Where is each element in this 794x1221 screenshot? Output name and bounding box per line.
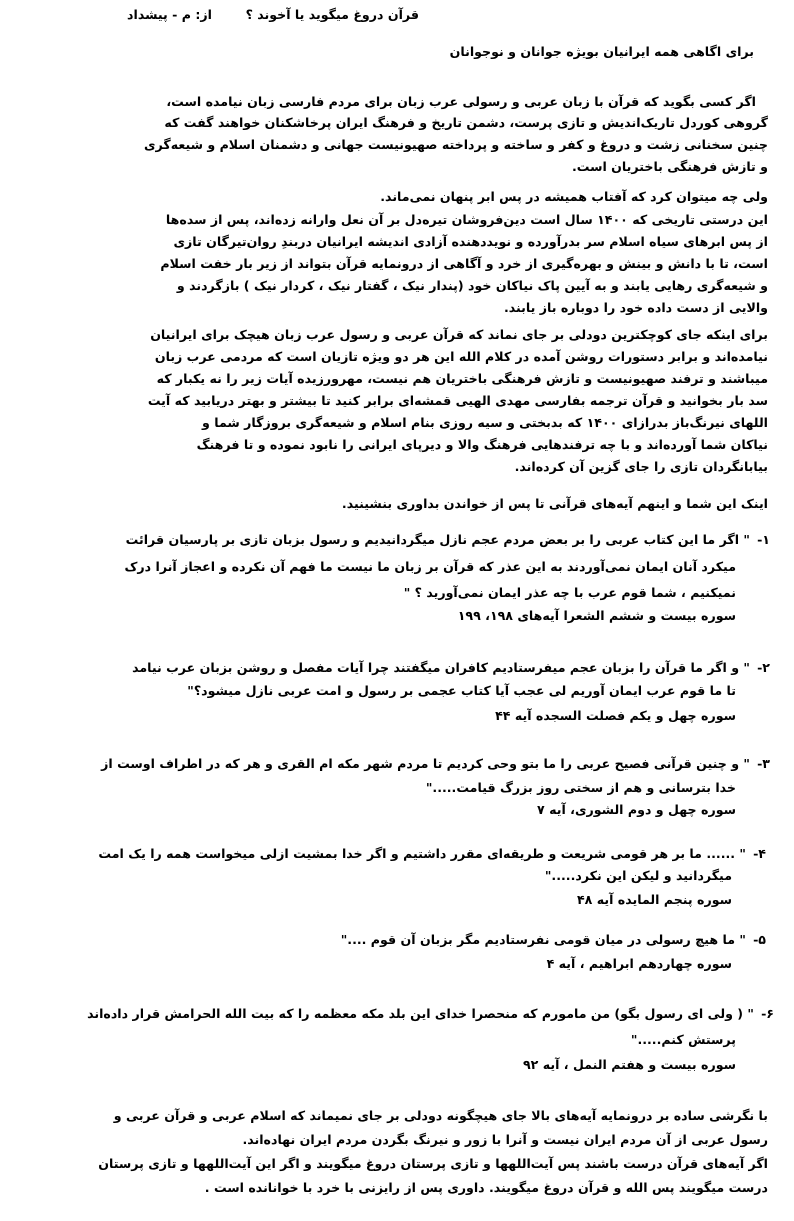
- verse-line: میگردانید و لیکن این نکرد.....": [544, 868, 732, 883]
- body-line: سد بار بخوانید و قرآن ترجمه بفارسی مهدی الهیی قمشه‌ای برابر کنید تا بیشتر و بهتر دریابید که آیت: [147, 393, 768, 408]
- body-line: از پس ابرهای سیاه اسلام سر بدرآورده و نویددهنده آزادی اندیشه ایرانیان دربندِ روان‌تیرگان تازی: [173, 234, 768, 249]
- verse-number: -۱: [757, 532, 770, 547]
- verse-number: -۶: [761, 1006, 774, 1021]
- body-line: چنین سخنانی زشت و دروغ و کفر و ساخته و پرداخته صهیونیست جهانی و دشمنان اسلام و شیعه‌گری: [144, 137, 768, 152]
- verse-number: -۵: [753, 932, 766, 947]
- conclusion-line: رسول عربی از آن مردم ایران نیست و آنرا با زور و نیرنگ بگردن مردم ایران نهاده‌اند.: [242, 1132, 768, 1147]
- body-line: بیابانگردان تازی را جای گزین آن کرده‌اند.: [514, 459, 768, 474]
- conclusion-line: اگر آیه‌های قرآن درست باشند پس آیت‌اللهها و تازی پرستان دروغ میگویند و اگر این آیت‌اللهها و تازی پرستان: [98, 1156, 768, 1171]
- body-line: نیامده‌اند و برابر دستورات روشن آمده در کلام الله این هر دو ویژه تازیان است که مردمی عرب زبان: [154, 349, 768, 364]
- verse-source: سوره چهل و دوم الشوری، آیه ۷: [537, 802, 736, 817]
- body-line: میباشند و ترفند صهیونیست و تازش فرهنگی باختریان هم نیست، مهرورزیده آیات زیر را نه یکبار که: [156, 371, 768, 386]
- verse-number: -۴: [753, 846, 766, 861]
- verse-line: " ...... ما بر هر قومی شریعت و طریقه‌ای مقرر داشتیم و اگر خدا بمشیت ازلی میخواست همه را یک امت: [98, 846, 746, 861]
- body-line: برای اینکه جای کوچکترین دودلی بر جای نماند که قرآن عربی و رسول عرب زبان هیچک برای ایرانیان: [150, 327, 768, 342]
- verse-line: نمیکنیم ، شما قوم عرب با چه عذر ایمان نمی‌آورید ؟ ": [403, 585, 736, 600]
- verse-line: " و چنین قرآنی فصیح عربی را ما بتو وحی کردیم تا مردم شهر مکه ام القری و هر که در اطراف اوست از: [101, 756, 750, 771]
- page-title: قرآن دروغ میگوید یا آخوند ؟: [245, 7, 419, 22]
- intro-line: برای اگاهی همه ایرانیان بویژه جوانان و نوجوانان: [449, 44, 754, 59]
- verse-source: سوره بیست و ششم الشعرا آیه‌های ۱۹۸، ۱۹۹: [457, 608, 736, 623]
- verse-line: تا ما قوم عرب ایمان آوریم لی عجب آیا کتاب عجمی بر رسول و امت عربی نازل میشود؟": [187, 683, 736, 698]
- body-line: ولی چه میتوان کرد که آفتاب همیشه در پس ابر پنهان نمی‌ماند.: [380, 189, 768, 204]
- verse-line: " ما هیچ رسولی در میان قومی نفرستادیم مگر بزبان آن قوم ....": [340, 932, 746, 947]
- body-line: است، تا با دانش و بینش و بهره‌گیری از خرد و آگاهی از درونمایه قرآن بتواند از زیر بار خفت اسلام: [160, 256, 768, 271]
- transition-line: اینک این شما و اینهم آیه‌های قرآنی تا پس از خواندن بداوری بنشینید.: [341, 496, 768, 511]
- body-line: و شیعه‌گری رهایی یابند و به آیین پاک نیاکان خود (پندار نیک ، گفتار نیک ، کردار نیک ) بازگردند و: [176, 278, 768, 293]
- body-line: گروهی کوردل تاریک‌اندیش و تازی پرست، دشمن تاریخ و فرهنگ ایران پرخاشکنان خواهند گفت که: [164, 115, 768, 130]
- verse-source: سوره چهل و یکم فصلت السجده آیه ۴۴: [495, 708, 736, 723]
- verse-number: -۲: [757, 660, 770, 675]
- verse-line: " و اگر ما قرآن را بزبان عجم میفرستادیم کافران میگفتند چرا آیات مفصل و روشن بزبان عرب نیامد: [132, 660, 750, 675]
- verse-line: خدا بترسانی و هم از سختی روز بزرگ قیامت.....": [425, 780, 736, 795]
- author-line: از: م - پیشداد: [127, 7, 212, 22]
- verse-source: سوره چهاردهم ابراهیم ، آیه ۴: [546, 956, 732, 971]
- body-line: والایی از دست داده خود را دوباره باز یابند.: [503, 300, 768, 315]
- body-line: این درستی تاریخی که ۱۴۰۰ سال است دین‌فروشان تیره‌دل بر آن نعل وارانه زده‌اند، پس از سده‌ها: [165, 212, 768, 227]
- verse-line: میکرد آنان ایمان نمی‌آوردند به این عذر که قرآن بر زبان ما نیست ما فهم آن نکرده و اعجاز آنرا درک: [124, 559, 736, 574]
- conclusion-line: با نگرشی ساده بر درونمایه آیه‌های بالا جای هیچگونه دودلی بر جای نمیماند که اسلام عربی و قرآن عربی و: [113, 1108, 768, 1123]
- body-line: نیاکان شما آورده‌اند و با چه ترفندهایی فرهنگ والا و دیرپای ایرانی را نابود نموده و تا فرهنگ: [196, 437, 768, 452]
- body-line: اگر کسی بگوید که قرآن با زبان عربی و رسولی عرب زبان برای مردم فارسی زبان نیامده است،: [166, 94, 756, 109]
- verse-line: پرستش کنم.....": [630, 1032, 736, 1047]
- verse-source: سوره پنجم المایده آیه ۴۸: [576, 892, 732, 907]
- verse-line: " اگر ما این کتاب عربی را بر بعض مردم عجم نازل میگردانیدیم و رسول بزبان تازی بر پارسیان قرائت: [125, 532, 750, 547]
- verse-source: سوره بیست و هفتم النمل ، آیه ۹۲: [522, 1057, 736, 1072]
- body-line: و تازش فرهنگی باختریان است.: [571, 159, 768, 174]
- verse-line: " ( ولی ای رسول بگو) من مامورم که منحصرا خدای این بلد مکه معظمه را که بیت الله الحرامش قرار داده‌اند: [87, 1006, 754, 1021]
- body-line: اللهای نیرنگ‌باز بدرازای ۱۴۰۰ که بدبختی و سیه روزی بنام اسلام و شیعه‌گری بروزگار شما و: [202, 415, 768, 430]
- conclusion-line: درست میگویند پس الله و قرآن دروغ میگویند. داوری پس از رایزنی با خرد با خوانانده است .: [204, 1180, 768, 1195]
- verse-number: -۳: [757, 756, 770, 771]
